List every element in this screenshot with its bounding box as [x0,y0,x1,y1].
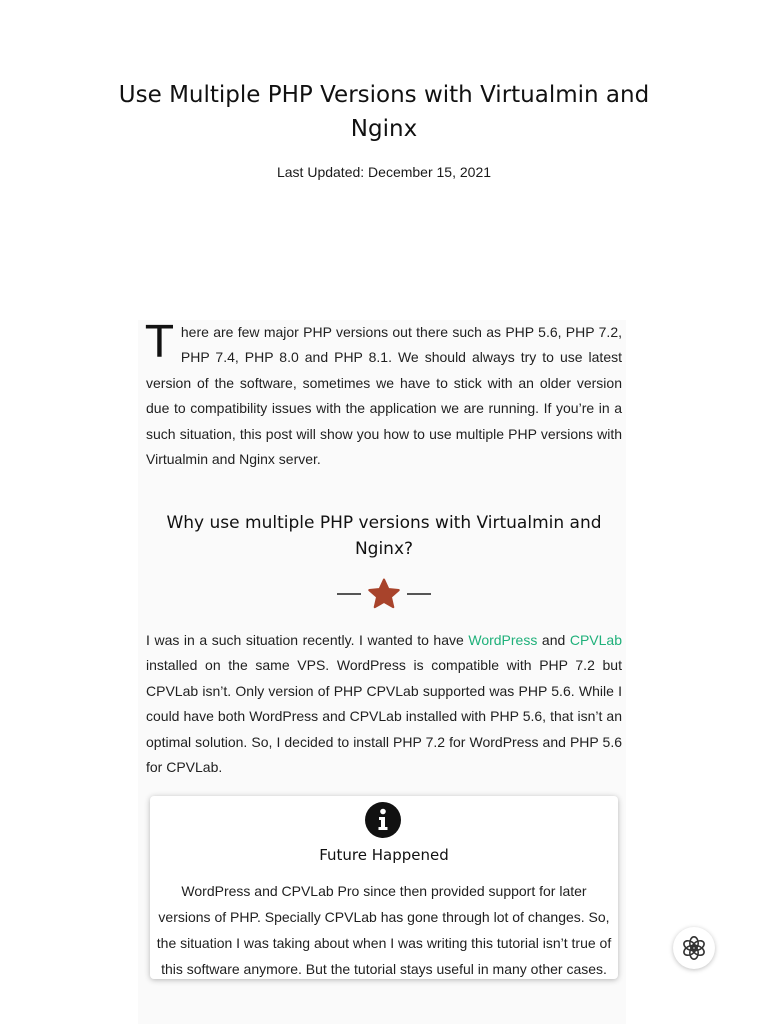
section-paragraph [146,628,622,780]
article-content [138,317,626,1024]
divider-line-right [407,593,431,595]
info-icon [364,801,402,839]
intro-text: here are few major PHP versions out there such as PHP 5.6, PHP 7.2, PHP 7.4, PHP 8.0 and PHP 8.1. We should always try to use latest version of the software, sometimes we have to stick with an older version due to compatibility issues with the application we are running. If you’re in a such situation, this post will show you how to use multiple PHP versions with Virtualmin and Nginx server. [146,324,622,468]
intro-paragraph [146,317,622,472]
section-heading: Why use multiple PHP versions with Virtualmin and Nginx? [166,513,602,559]
drop-cap: T [146,317,173,368]
info-box-text: WordPress and CPVLab Pro since then provided support for later versions of PHP. Specially CPVLab has gone through lot of changes. So, the situation I was taking about when I was writing this tutorial isn’t true of this software anymore. But the tutorial stays useful in many other cases. [156,883,612,977]
divider-line-left [337,593,361,595]
chatgpt-logo-icon [680,934,708,962]
star-icon [367,578,401,610]
star-divider [138,578,630,610]
section-text-part2: and [537,632,570,648]
info-callout-box [150,796,618,979]
page-title: Use Multiple PHP Versions with Virtualmin and Nginx [118,82,650,142]
section-text-part3: installed on the same VPS. WordPress is compatible with PHP 7.2 but CPVLab isn’t. Only version of PHP CPVLab supported was PHP 5.6. While I could have both WordPress and CPVLab installed with PHP 5.6, that isn’t an optimal solution. So, I decided to install PHP 7.2 for WordPress and PHP 5.6 for CPVLab. [146,657,622,776]
chatgpt-floating-button[interactable] [673,927,715,969]
section-text-part1: I was in a such situation recently. I wanted to have [146,632,469,648]
last-updated-date: Last Updated: December 15, 2021 [276,164,492,180]
info-box-title: Future Happened [319,846,449,864]
wordpress-link[interactable]: WordPress [468,632,538,648]
cpvlab-link[interactable]: CPVLab [569,632,622,648]
